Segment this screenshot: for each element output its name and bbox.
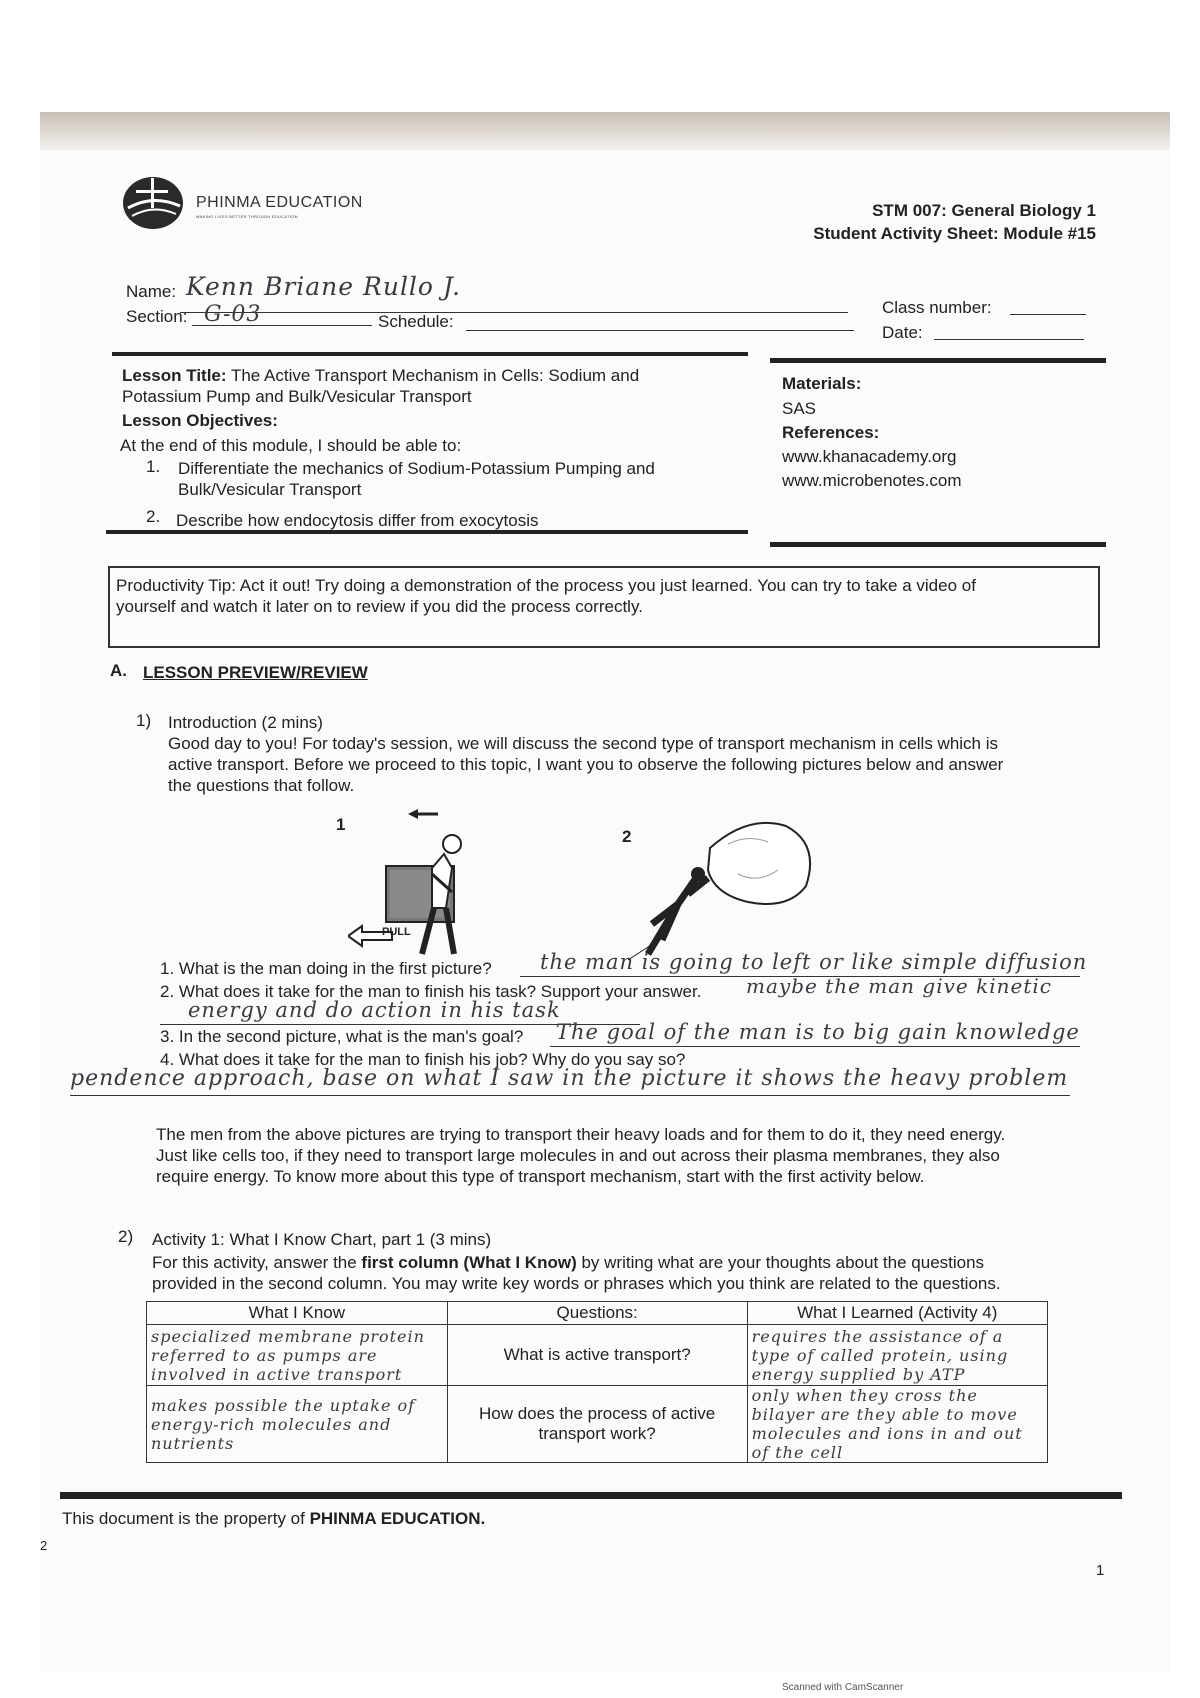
answer-2-part-a: maybe the man give kinetic bbox=[746, 974, 1052, 998]
lesson-bottom-rule bbox=[106, 530, 748, 534]
reference-1: www.khanacademy.org bbox=[782, 447, 957, 466]
activity-1-heading: Activity 1: What I Know Chart, part 1 (3 mins) bbox=[152, 1230, 492, 1249]
transport-paragraph bbox=[156, 1124, 1106, 1187]
page-number-right: 1 bbox=[1096, 1562, 1105, 1579]
chart-row-1-learned[interactable]: requires the assistance of a type of called protein, using energy supplied by ATP bbox=[747, 1325, 1047, 1386]
picture-1-label: 1 bbox=[336, 815, 346, 834]
scanner-watermark: Scanned with CamScanner bbox=[782, 1682, 904, 1693]
lesson-title-label: Lesson Title: bbox=[122, 366, 227, 385]
intro-line3: the questions that follow. bbox=[168, 776, 355, 795]
objective-1-number: 1. bbox=[146, 457, 161, 476]
lesson-title-line1: The Active Transport Mechanism in Cells: Sodium and bbox=[230, 366, 640, 385]
phinma-logo bbox=[122, 176, 184, 235]
materials-top-rule bbox=[770, 358, 1106, 363]
lesson-title-line2: Potassium Pump and Bulk/Vesicular Transport bbox=[122, 387, 472, 406]
chart-row-2-learned[interactable]: only when they cross the bilayer are they able to move molecules and ions in and out of the cell bbox=[747, 1386, 1047, 1463]
chart-row bbox=[147, 1386, 1048, 1463]
answer-2-part-b: energy and do action in his task bbox=[188, 998, 561, 1022]
picture-2-label: 2 bbox=[622, 827, 632, 846]
chart-row-2-know[interactable]: makes possible the uptake of energy-rich molecules and nutrients bbox=[147, 1386, 448, 1463]
materials-bottom-rule bbox=[770, 542, 1106, 547]
objective-2-number: 2. bbox=[146, 507, 161, 526]
chart-row-1-know[interactable]: specialized membrane protein referred to as pumps are involved in active transport bbox=[147, 1325, 448, 1386]
objective-1-line1: Differentiate the mechanics of Sodium-Potassium Pumping and bbox=[178, 459, 655, 478]
question-2: 2. What does it take for the man to finish his task? Support your answer. bbox=[160, 982, 702, 1001]
paragraph-line1: The men from the above pictures are trying to transport their heavy loads and for them to do it, they need energy. bbox=[156, 1125, 1006, 1144]
footer-rule bbox=[60, 1492, 1122, 1499]
references-label: References: bbox=[782, 423, 880, 442]
phinma-logo-icon bbox=[122, 176, 184, 230]
activity-1-line1-a: For this activity, answer the bbox=[152, 1253, 362, 1272]
date-label: Date: bbox=[882, 323, 923, 342]
property-notice bbox=[62, 1508, 485, 1529]
paragraph-line2: Just like cells too, if they need to transport large molecules in and out across their plasma membranes, they also bbox=[156, 1146, 1000, 1165]
date-line bbox=[934, 339, 1084, 340]
chart-header-what-i-learned: What I Learned (Activity 4) bbox=[747, 1302, 1047, 1325]
name-line bbox=[180, 312, 848, 313]
man-pushing-boulder-illustration bbox=[628, 814, 828, 969]
man-pushing-boulder-icon bbox=[628, 814, 828, 964]
paragraph-line3: require energy. To know more about this type of transport mechanism, start with the first activity below. bbox=[156, 1167, 925, 1186]
objective-1 bbox=[178, 458, 655, 500]
logo-org-name: PHINMA EDUCATION bbox=[196, 194, 363, 211]
objectives-label: Lesson Objectives: bbox=[122, 411, 278, 430]
objective-2: Describe how endocytosis differ from exocytosis bbox=[176, 511, 539, 530]
scan-shadow bbox=[40, 112, 1170, 150]
name-label: Name: bbox=[126, 282, 177, 301]
question-1: 1. What is the man doing in the first picture? bbox=[160, 959, 492, 978]
section-a-letter: A. bbox=[110, 661, 127, 680]
property-notice-org: PHINMA EDUCATION. bbox=[309, 1509, 486, 1528]
sheet-title: Student Activity Sheet: Module #15 bbox=[813, 224, 1096, 243]
intro-line2: active transport. Before we proceed to this topic, I want you to observe the following pictures below and answer bbox=[168, 755, 1004, 774]
lesson-title bbox=[122, 365, 742, 407]
course-code: STM 007: General Biology 1 bbox=[872, 201, 1096, 220]
chart-header-questions: Questions: bbox=[447, 1302, 747, 1325]
answer-1: the man is going to left or like simple diffusion bbox=[540, 950, 1088, 974]
section-label: Section: bbox=[126, 307, 188, 326]
question-4: 4. What does it take for the man to finish his job? Why do you say so? bbox=[160, 1050, 686, 1069]
schedule-line bbox=[466, 330, 854, 331]
name-value: Kenn Briane Rullo J. bbox=[186, 272, 461, 301]
question-3: 3. In the second picture, what is the man's goal? bbox=[160, 1027, 524, 1046]
chart-row-2-question: How does the process of active transport work? bbox=[447, 1386, 747, 1463]
arrow-box-text: PULL bbox=[382, 926, 411, 938]
productivity-tip-line2: yourself and watch it later on to review if you did the process correctly. bbox=[116, 597, 643, 616]
activity-1-line1-c: by writing what are your thoughts about the questions bbox=[576, 1253, 985, 1272]
what-i-know-chart bbox=[146, 1301, 1048, 1463]
intro-heading: Introduction (2 mins) bbox=[168, 713, 323, 732]
logo-tagline: MAKING LIVES BETTER THROUGH EDUCATION bbox=[196, 214, 298, 219]
productivity-tip-line1: Productivity Tip: Act it out! Try doing a demonstration of the process you just learned. You can try to take a video of bbox=[116, 576, 976, 595]
property-notice-text: This document is the property of bbox=[62, 1509, 310, 1528]
class-number-label: Class number: bbox=[882, 298, 992, 317]
activity-1-instructions bbox=[152, 1252, 1112, 1294]
schedule-label: Schedule: bbox=[378, 312, 454, 331]
answer-3-line bbox=[550, 1046, 1080, 1047]
section-value: G-03 bbox=[204, 302, 262, 327]
chart-row bbox=[147, 1325, 1048, 1386]
objective-1-line2: Bulk/Vesicular Transport bbox=[178, 480, 362, 499]
intro-line1: Good day to you! For today's session, we will discuss the second type of transport mechanism in cells which is bbox=[168, 734, 999, 753]
intro-text bbox=[168, 733, 1098, 796]
man-pushing-box-icon bbox=[348, 808, 478, 958]
class-number-line bbox=[1010, 314, 1086, 315]
answer-4: pendence approach, base on what I saw in the picture it shows the heavy problem bbox=[70, 1066, 1069, 1091]
activity-1-line2: provided in the second column. You may write key words or phrases which you think are related to the questions. bbox=[152, 1274, 1001, 1293]
activity-1-line1-b: first column (What I Know) bbox=[361, 1253, 577, 1272]
chart-row-1-question: What is active transport? bbox=[447, 1325, 747, 1386]
lesson-top-rule bbox=[112, 352, 748, 356]
materials-label: Materials: bbox=[782, 374, 862, 393]
section-a-title: LESSON PREVIEW/REVIEW bbox=[143, 663, 368, 682]
answer-4-line bbox=[70, 1095, 1070, 1096]
reference-2: www.microbenotes.com bbox=[782, 471, 962, 490]
man-pushing-box-illustration bbox=[348, 808, 478, 963]
chart-header-row bbox=[147, 1302, 1048, 1325]
objectives-intro: At the end of this module, I should be able to: bbox=[120, 436, 462, 455]
answer-3: The goal of the man is to big gain knowledge bbox=[556, 1020, 1080, 1044]
page-number-left: 2 bbox=[40, 1538, 48, 1553]
activity-1-number: 2) bbox=[118, 1227, 134, 1246]
chart-header-what-i-know: What I Know bbox=[147, 1302, 448, 1325]
materials-value: SAS bbox=[782, 399, 817, 418]
productivity-tip bbox=[116, 575, 1096, 617]
intro-number: 1) bbox=[136, 711, 152, 730]
